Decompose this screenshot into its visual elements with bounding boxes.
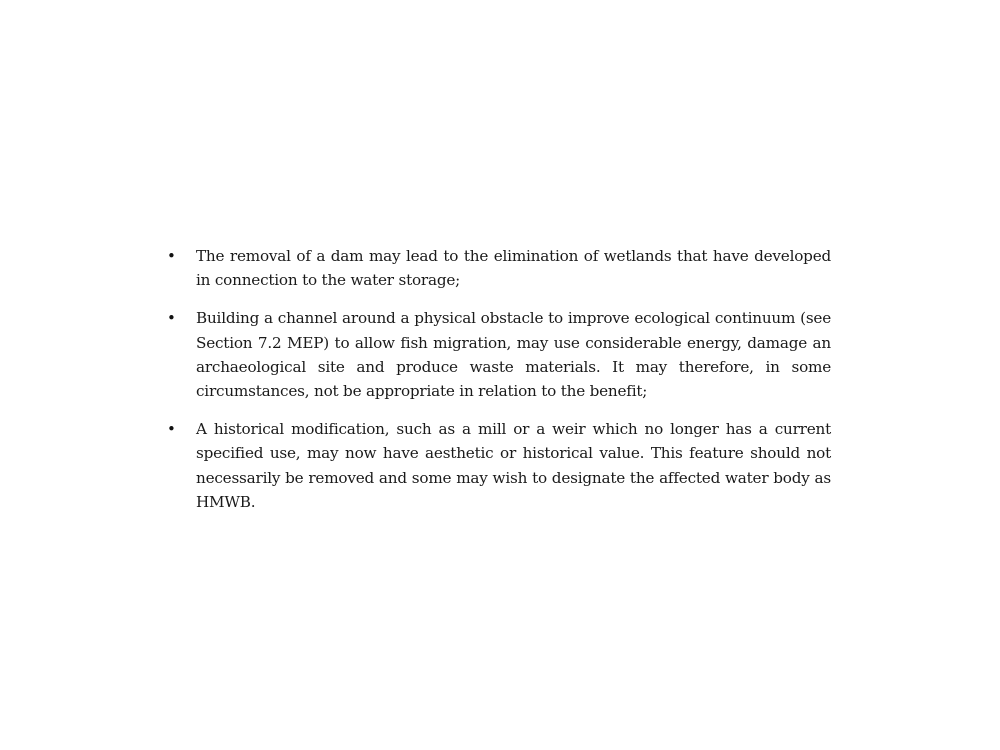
bullet-icon: •: [167, 420, 176, 439]
bullet-text: A historical modification, such as a mill or a weir which no longer has a current specified use, may now have aesthetic or historical value. This feature should not necessarily be removed and some may wish to designate the affected water body as HMWB.: [196, 420, 831, 511]
bullet-text: Building a channel around a physical obstacle to improve ecological continuum (see Section 7.2 MEP) to allow fish migration, may use considerable energy, damage an archaeological site and produce waste materials. It may therefore, in some circumstances, not be appropriate in relation to the benefit;: [196, 309, 831, 401]
bullet-icon: •: [167, 309, 176, 328]
bullet-list: [163, 244, 831, 528]
list-item: [163, 306, 831, 403]
list-item: [163, 244, 831, 292]
list-item: [163, 417, 831, 514]
bullet-text: The removal of a dam may lead to the elimination of wetlands that have developed in connection to the water storage;: [196, 247, 831, 290]
bullet-icon: •: [167, 247, 176, 265]
